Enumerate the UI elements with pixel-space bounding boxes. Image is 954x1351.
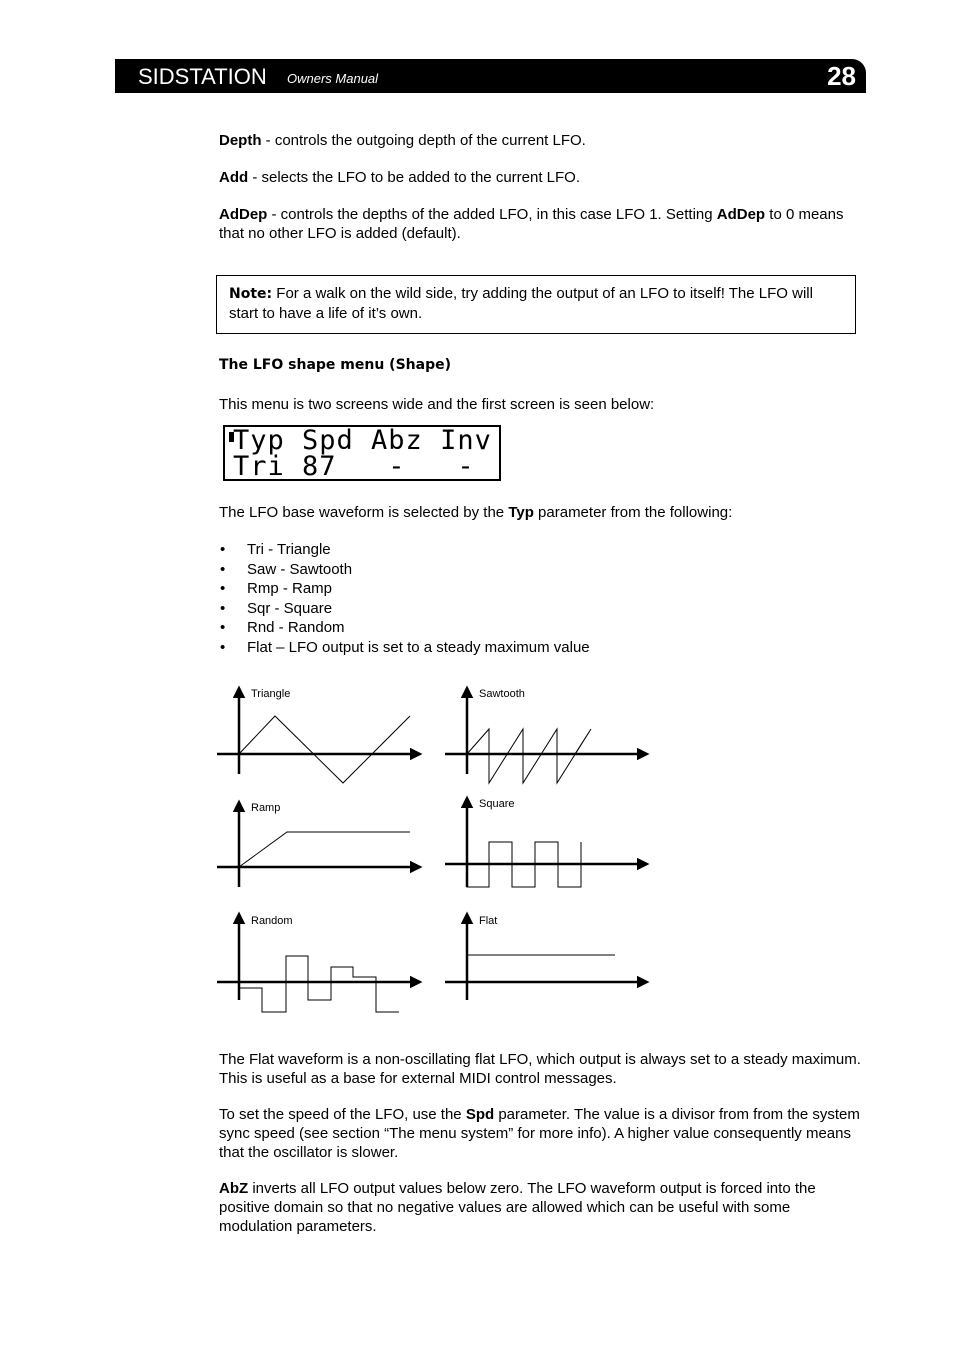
list-item-text: Flat – LFO output is set to a steady maximum value <box>247 638 590 656</box>
addep-text-1: - controls the depths of the added LFO, in this case LFO 1. Setting <box>267 206 717 223</box>
list-item-text: Tri - Triangle <box>247 541 331 558</box>
list-item-text: Saw - Sawtooth <box>247 560 353 578</box>
speed-text-2: parameter. The value is a divisor from from the system sync speed (see section “The menu system” for more info). A higher value consequently means that the oscillator is slower. <box>219 1106 860 1161</box>
lcd-line-1: Typ Spd Abz Inv <box>233 425 492 456</box>
lcd-line-2: Tri 87 - - <box>233 451 475 481</box>
flat-graph <box>445 914 647 1000</box>
page-number: 28 <box>827 61 856 91</box>
manual-subtitle: Owners Manual <box>287 71 379 86</box>
add-text: - selects the LFO to be added to the current LFO. <box>248 169 581 186</box>
abz-paragraph <box>219 1179 864 1236</box>
square-label: Square <box>479 798 515 810</box>
random-graph <box>217 914 420 1012</box>
triangle-graph <box>217 688 420 783</box>
speed-text-1: To set the speed of the LFO, use the <box>219 1106 466 1123</box>
bullet-icon: • <box>220 580 226 598</box>
add-term: Add <box>219 169 249 186</box>
depth-term: Depth <box>219 132 262 149</box>
spd-term: Spd <box>465 1106 495 1123</box>
flat-label: Flat <box>479 915 498 927</box>
ramp-graph <box>217 802 420 887</box>
triangle-label: Triangle <box>251 688 291 700</box>
square-graph <box>445 798 647 887</box>
list-item-text: Rmp - Ramp <box>247 580 333 598</box>
waveform-intro-text-1: The LFO base waveform is selected by the <box>219 504 509 521</box>
section-title: The LFO shape menu (Shape) <box>219 357 451 373</box>
sawtooth-label: Sawtooth <box>479 688 525 700</box>
speed-paragraph <box>219 1105 864 1162</box>
addep-term-2: AdDep <box>716 206 766 223</box>
depth-text: - controls the outgoing depth of the current LFO. <box>261 132 586 149</box>
bullet-icon: • <box>220 599 226 617</box>
waveform-intro-text-2: parameter from the following: <box>533 504 733 521</box>
random-label: Random <box>251 915 293 927</box>
list-item-text: Sqr - Square <box>247 599 333 617</box>
menu-intro: This menu is two screens wide and the first screen is seen below: <box>219 396 655 413</box>
list-item-text: Rnd - Random <box>247 619 345 637</box>
flat-paragraph: The Flat waveform is a non-oscillating flat LFO, which output is always set to a steady maximum. This is useful as a base for external MIDI control messages. <box>219 1051 861 1087</box>
manual-title: SIDSTATION <box>138 64 267 89</box>
abz-term: AbZ <box>219 1180 249 1197</box>
bullet-icon: • <box>220 541 226 558</box>
addep-text-2: to 0 means that no other LFO is added (default). <box>219 206 844 242</box>
bullet-icon: • <box>220 560 226 578</box>
sawtooth-graph <box>445 688 647 783</box>
ramp-label: Ramp <box>251 802 281 814</box>
bullet-icon: • <box>220 638 226 656</box>
addep-term: AdDep <box>219 206 268 223</box>
abz-text: inverts all LFO output values below zero. The LFO waveform output is forced into the positive domain so that no negative values are allowed which can be useful with some modulation parameters. <box>219 1180 816 1235</box>
note-text: For a walk on the wild side, try adding the output of an LFO to itself! The LFO will start to have a life of it’s own. <box>229 285 813 322</box>
bullet-icon: • <box>220 619 226 637</box>
typ-term: Typ <box>508 504 534 521</box>
note-label: Note: <box>229 286 273 302</box>
